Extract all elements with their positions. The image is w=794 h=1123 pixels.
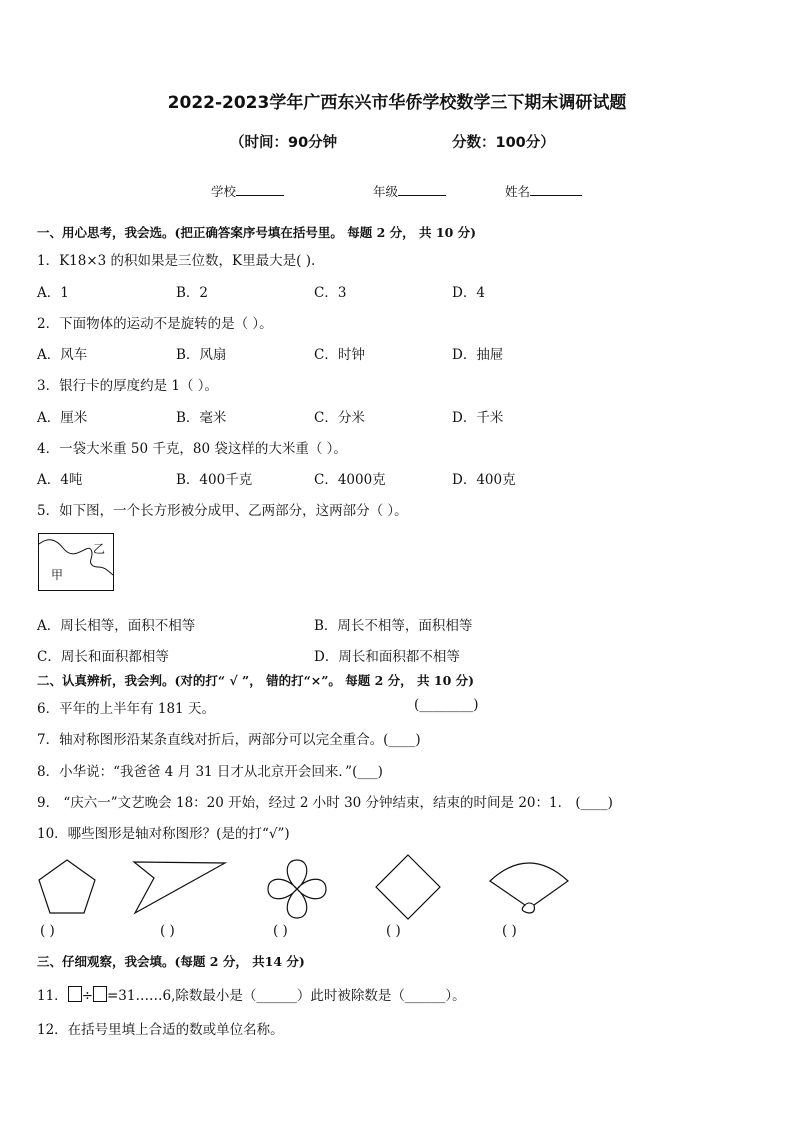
question-1: 1．K18×3 的积如果是三位数，K里最大是( ).	[37, 253, 316, 269]
q2-option-d[interactable]: D．抽屉	[452, 347, 504, 363]
q10-paren-3[interactable]: ( )	[273, 923, 288, 939]
school-field[interactable]	[211, 182, 284, 200]
question-3: 3．银行卡的厚度约是 1（ ）。	[37, 378, 219, 394]
q3-option-b[interactable]: B．毫米	[176, 410, 227, 426]
name-label: 姓名	[505, 184, 531, 199]
q2-option-b[interactable]: B．风扇	[176, 347, 227, 363]
q2-option-c[interactable]: C．时钟	[314, 347, 365, 363]
question-7: 7．轴对称图形沿某条直线对折后，两部分可以完全重合。(____)	[37, 732, 421, 748]
q5-option-c[interactable]: C．周长和面积都相等	[37, 649, 169, 665]
fan-shape	[488, 857, 570, 919]
figure-label-yi: 乙	[93, 542, 106, 556]
q11-text: =31……6,除数最小是（______）此时被除数是（______）。	[107, 988, 466, 1004]
q3-option-a[interactable]: A．厘米	[37, 410, 88, 426]
school-label: 学校	[211, 184, 237, 199]
question-2: 2．下面物体的运动不是旋转的是（ ）。	[37, 316, 273, 332]
page-title: 2022-2023学年广西东兴市华侨学校数学三下期末调研试题	[167, 93, 627, 113]
question-10: 10．哪些图形是轴对称图形？(是的打“√”)	[37, 826, 290, 842]
section-3-heading: 三、仔细观察，我会填。(每题 2 分， 共14 分)	[37, 954, 305, 969]
q1-option-b[interactable]: B．2	[176, 285, 209, 301]
question-12: 12．在括号里填上合适的数或单位名称。	[37, 1022, 284, 1038]
grade-label: 年级	[373, 184, 399, 199]
question-9: 9． “庆六一”文艺晚会 18：20 开始，经过 2 小时 30 分钟结束，结束的时间是 20：1． (____)	[37, 795, 613, 811]
q10-paren-1[interactable]: ( )	[40, 923, 55, 939]
q5-option-d[interactable]: D．周长和面积都不相等	[314, 649, 460, 665]
section-2-heading: 二、认真辨析，我会判。(对的打“ √ ”， 错的打“×”。 每题 2 分， 共 10 分)	[37, 673, 475, 688]
rectangle-figure	[38, 533, 114, 591]
q5-option-b[interactable]: B．周长不相等，面积相等	[314, 618, 473, 634]
q10-paren-2[interactable]: ( )	[160, 923, 175, 939]
question-4: 4．一袋大米重 50 千克，80 袋这样的大米重（ ）。	[37, 441, 347, 457]
diamond-shape	[374, 853, 442, 925]
question-6: 6．平年的上半年有 181 天。	[37, 701, 215, 717]
q4-option-c[interactable]: C．4000克	[314, 472, 386, 488]
score-label: 分数：100分）	[452, 135, 555, 151]
q3-option-d[interactable]: D．千米	[452, 410, 504, 426]
question-5: 5．如下图，一个长方形被分成甲、乙两部分，这两部分（ ）。	[37, 503, 408, 519]
q4-option-a[interactable]: A．4吨	[37, 472, 83, 488]
four-leaf-shape	[266, 858, 328, 924]
q2-option-a[interactable]: A．风车	[37, 347, 88, 363]
question-8: 8．小华说：“我爸爸 4 月 31 日才从北京开会回来．”(___)	[37, 764, 383, 780]
q11-divide-sign: ÷	[81, 988, 93, 1004]
q3-option-c[interactable]: C．分米	[314, 410, 365, 426]
question-11	[37, 984, 466, 1004]
q1-option-c[interactable]: C．3	[314, 285, 347, 301]
time-label: （时间：90分钟	[230, 135, 338, 151]
figure-label-jia: 甲	[51, 568, 64, 582]
q6-answer-blank[interactable]: (________)	[414, 697, 479, 713]
grade-field[interactable]	[373, 182, 446, 200]
q11-number: 11．	[37, 988, 68, 1004]
section-1-heading: 一、用心思考，我会选。(把正确答案序号填在括号里。 每题 2 分， 共 10 分)	[37, 225, 477, 240]
q10-paren-5[interactable]: ( )	[502, 923, 517, 939]
pentagon-shape	[36, 858, 98, 920]
name-field[interactable]	[505, 182, 582, 200]
q5-option-a[interactable]: A．周长相等，面积不相等	[37, 618, 196, 634]
divisor-box[interactable]	[93, 986, 107, 1002]
q4-option-b[interactable]: B．400千克	[176, 472, 253, 488]
q10-paren-4[interactable]: ( )	[386, 923, 401, 939]
q4-option-d[interactable]: D．400克	[452, 472, 516, 488]
q1-option-d[interactable]: D．4	[452, 285, 485, 301]
dividend-box[interactable]	[68, 986, 82, 1002]
q1-option-a[interactable]: A．1	[37, 285, 69, 301]
triangle-shape	[132, 860, 228, 920]
